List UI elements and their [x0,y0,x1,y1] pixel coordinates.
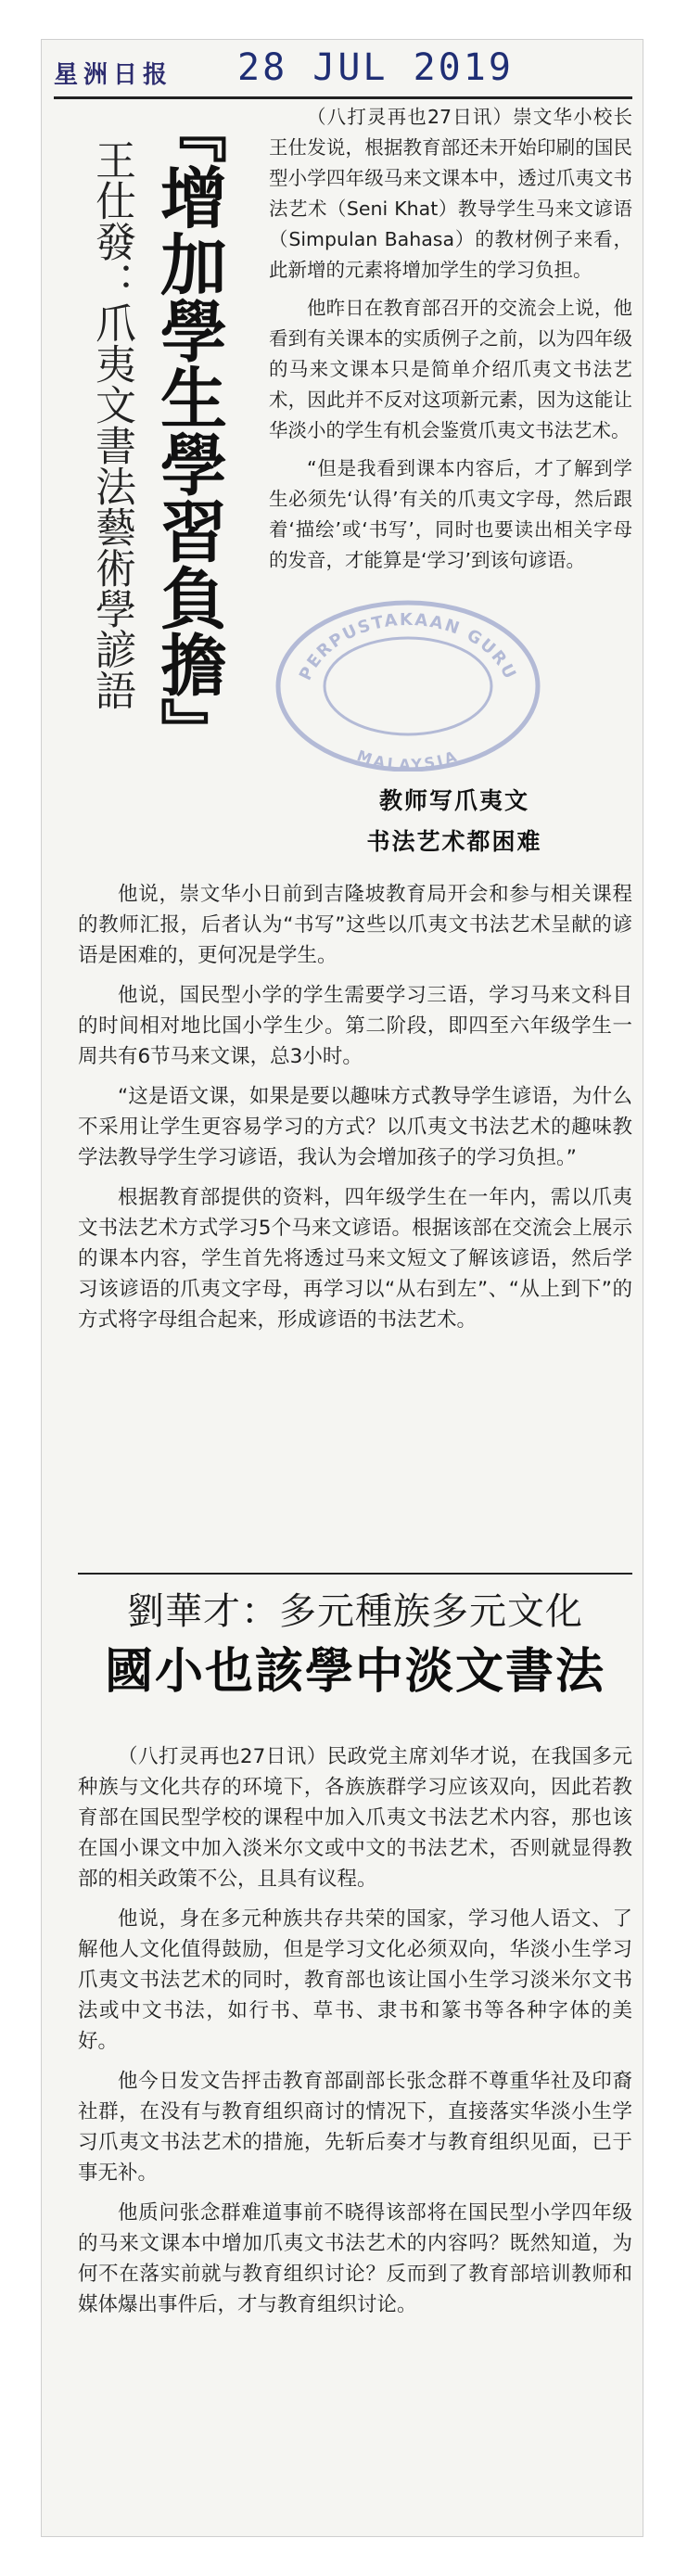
library-stamp [269,590,547,772]
headline-title-2: 國小也該學中淡文書法 [104,1644,605,1700]
paragraph: 他说，身在多元种族共存共荣的国家，学习他人语文、了解他人文化值得鼓励，但是学习文化必须双向，华淡小生学习爪夷文书法艺术的同时，教育部也该让国小生学习淡米尔文书法或中文书法，如行书、草书、隶书和篆书等各种字体的美好。 [78,1907,632,2053]
second-headline [78,1586,632,1706]
headline-kicker: 劉華才：多元種族多元文化 [127,1590,583,1633]
section-subheading [306,781,603,862]
article-body-2 [78,1741,632,2329]
article-body [78,879,632,1345]
stamp-text-top: PERPUSTAKAAN GURU [295,609,521,684]
headline-subtitle: 王仕發：爪夷文書法藝術學諺語 [88,139,135,710]
clipping-date: 28 JUL 2019 [237,46,514,89]
article-divider [78,1573,632,1575]
subheading-line: 书法艺术都困难 [366,828,542,855]
stamp-text-bottom: MALAYSIA [354,746,462,772]
paragraph: 他说，国民型小学的学生需要学习三语，学习马来文科目的时间相对地比国小学生少。第二阶段，即四至六年级学生一周共有6节马来文课，总3小时。 [78,984,632,1068]
paragraph: “但是我看到课本内容后，才了解到学生必须先‘认得’有关的爪夷文字母，然后跟着‘描绘’或‘书写’，同时也要读出相关字母的发音，才能算是‘学习’到该句谚语。 [269,457,632,571]
paragraph: “这是语文课，如果是要以趣味方式教导学生谚语，为什么不采用让学生更容易学习的方式？以爪夷文书法艺术的趣味教学法教导学生学习谚语，我认为会增加孩子的学习负担。” [78,1085,632,1169]
newspaper-name: 星洲日报 [54,61,173,89]
masthead [54,43,629,100]
paragraph: 他今日发文告抨击教育部副部长张念群不尊重华社及印裔社群，在没有与教育组织商讨的情况下，直接落实华淡小生学习爪夷文书法艺术的措施，先斩后奏才与教育组织见面，已于事无补。 [78,2070,632,2185]
paragraph: （八打灵再也27日讯）民政党主席刘华才说，在我国多元种族与文化共存的环境下，各族族群学习应该双向，因此若教育部在国民型学校的课程中加入爪夷文书法艺术内容，那也该在国小课文中加入淡米尔文或中文的书法艺术，否则就显得教部的相关政策不公，且具有议程。 [78,1745,632,1891]
paragraph: 根据教育部提供的资料，四年级学生在一年内，需以爪夷文书法艺术方式学习5个马来文谚语。根据该部在交流会上展示的课本内容，学生首先将透过马来文短文了解该谚语，然后学习该谚语的爪夷文字母，再学习以“从右到左”、“从上到下”的方式将字母组合起来，形成谚语的书法艺术。 [78,1186,632,1332]
headline-title: 『增加學生學習負擔』 [149,96,227,764]
paragraph: 他说，崇文华小日前到吉隆坡教育局开会和参与相关课程的教师汇报，后者认为“书写”这些以爪夷文书法艺术呈献的谚语是困难的，更何况是学生。 [78,883,632,967]
stamp-inner-ring [325,638,491,734]
article-top-column [269,102,632,583]
paragraph: 他质问张念群难道事前不晓得该部将在国民型小学四年级的马来文课本中增加爪夷文书法艺术的内容吗？既然知道，为何不在落实前就与教育组织讨论？反而到了教育部培训教师和媒体爆出事件后，才与教育组织讨论。 [78,2201,632,2316]
vertical-headline [85,96,241,792]
paragraph: 他昨日在教育部召开的交流会上说，他看到有关课本的实质例子之前，以为四年级的马来文课本只是简单介绍爪夷文书法艺术，因此并不反对这项新元素，因为这能让华淡小的学生有机会鉴赏爪夷文书法艺术。 [269,297,632,441]
paragraph: （八打灵再也27日讯）崇文华小校长王仕发说，根据教育部还未开始印刷的国民型小学四年级马来文课本中，透过爪夷文书法艺术（Seni Khat）教导学生马来文谚语（Simpulan Bahasa）的教材例子来看，此新增的元素将增加学生的学习负担。 [269,106,632,281]
subheading-line: 教师写爪夷文 [378,787,529,814]
